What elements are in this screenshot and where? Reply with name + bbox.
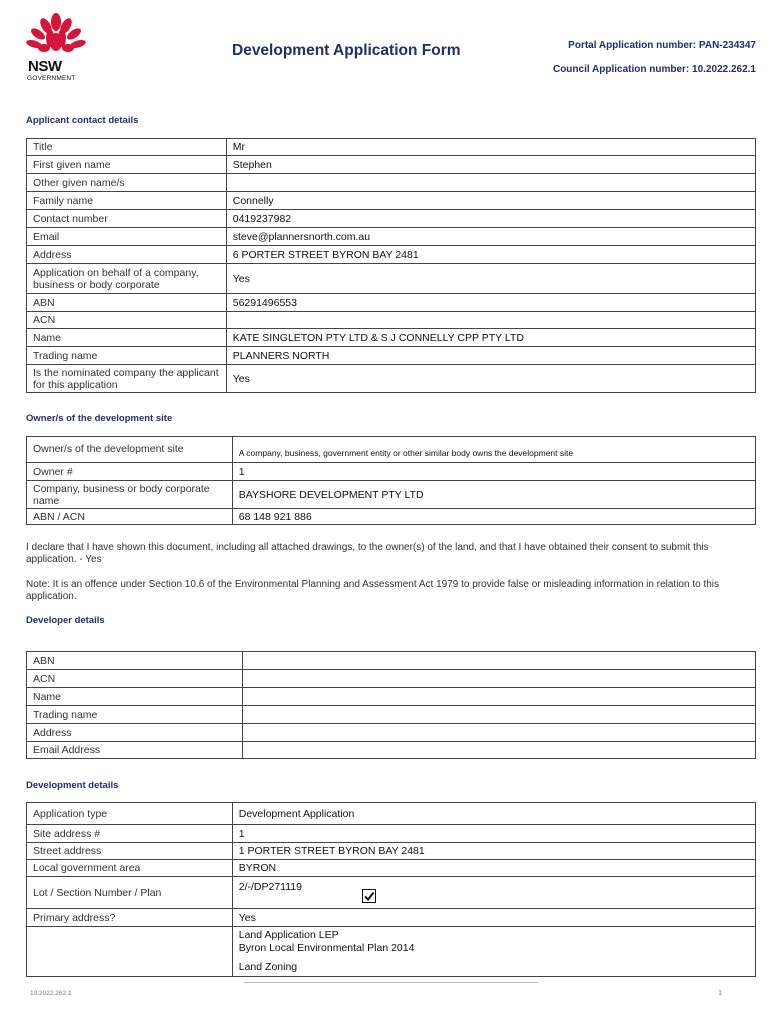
row-value [242, 670, 755, 688]
table-row [27, 294, 756, 312]
row-label: Company, business or body corporate name [27, 481, 233, 509]
row-label: Lot / Section Number / Plan [27, 877, 233, 909]
checkmark-icon [363, 890, 375, 902]
row-value [242, 724, 755, 742]
row-label: ABN [27, 652, 243, 670]
row-label: ABN [27, 294, 227, 312]
footer-application-number: 10.2022.262.1 [30, 990, 72, 997]
table-row [27, 228, 756, 246]
table-row [27, 192, 756, 210]
table-row [27, 365, 756, 393]
row-label: Title [27, 139, 227, 156]
table-row [27, 843, 756, 860]
nsw-government-logo [24, 12, 88, 84]
council-application-number: Council Application number: 10.2022.262.1 [552, 64, 756, 75]
row-label: Owner # [27, 463, 233, 481]
table-row [27, 139, 756, 156]
table-row [27, 909, 756, 927]
row-label: Local government area [27, 860, 233, 877]
row-value: BYRON [232, 860, 755, 877]
table-row [27, 347, 756, 365]
row-label: Other given name/s [27, 174, 227, 192]
lep-name: Byron Local Environmental Plan 2014 [238, 942, 415, 954]
table-row [27, 210, 756, 228]
row-value [242, 742, 755, 759]
table-row [27, 724, 756, 742]
section-title-applicant: Applicant contact details [26, 115, 139, 126]
table-row [27, 174, 756, 192]
logo-nsw-text: NSW [28, 58, 62, 75]
lot-checkbox[interactable] [362, 889, 376, 903]
row-label: Trading name [27, 706, 243, 724]
table-row [27, 652, 756, 670]
offence-note: Note: It is an offence under Section 10.6 of the Environmental Planning and Assessment Act 1979 to provide false or misleading information in relation to this application. [26, 579, 720, 602]
row-label: Application on behalf of a company, business or body corporate [27, 264, 227, 294]
row-label [27, 927, 233, 977]
row-value: Yes [232, 909, 755, 927]
owners-table [26, 436, 756, 525]
row-value: steve@plannersnorth.com.au [226, 228, 755, 246]
row-value: 1 PORTER STREET BYRON BAY 2481 [232, 843, 755, 860]
land-zoning-label: Land Zoning [238, 961, 298, 973]
row-value: Connelly [226, 192, 755, 210]
row-label: Application type [27, 803, 233, 825]
row-value [242, 652, 755, 670]
page-divider [244, 982, 538, 983]
row-label: Trading name [27, 347, 227, 365]
row-value [226, 174, 755, 192]
row-label: Email [27, 228, 227, 246]
applicant-table [26, 138, 756, 393]
row-label: Family name [27, 192, 227, 210]
row-label: Is the nominated company the applicant for this application [27, 365, 227, 393]
table-row [27, 706, 756, 724]
row-value: PLANNERS NORTH [226, 347, 755, 365]
section-title-owners: Owner/s of the development site [26, 413, 173, 424]
row-label: Address [27, 246, 227, 264]
row-value: 68 148 921 886 [232, 509, 755, 525]
lep-heading: Land Application LEP [238, 929, 339, 941]
row-value: KATE SINGLETON PTY LTD & S J CONNELLY CPP PTY LTD [226, 329, 755, 347]
developer-table [26, 651, 756, 759]
row-label: Owner/s of the development site [27, 437, 233, 463]
row-value: 1 [232, 463, 755, 481]
portal-application-number: Portal Application number: PAN-234347 [568, 40, 756, 51]
row-label: Street address [27, 843, 233, 860]
table-row [27, 670, 756, 688]
row-value: 2/-/DP271119 [232, 877, 755, 909]
row-value: 6 PORTER STREET BYRON BAY 2481 [226, 246, 755, 264]
row-value: A company, business, government entity or other similar body owns the development site [232, 437, 755, 463]
table-row [27, 264, 756, 294]
row-value [232, 927, 755, 977]
row-value [242, 706, 755, 724]
row-label: First given name [27, 156, 227, 174]
table-row [27, 825, 756, 843]
table-row [27, 246, 756, 264]
row-value: Yes [226, 365, 755, 393]
row-label: Name [27, 329, 227, 347]
table-row [27, 927, 756, 977]
section-title-developer: Developer details [26, 615, 105, 626]
row-value: 56291496553 [226, 294, 755, 312]
row-value [226, 312, 755, 329]
row-value: 0419237982 [226, 210, 755, 228]
row-value: 1 [232, 825, 755, 843]
row-label: Contact number [27, 210, 227, 228]
section-title-development: Development details [26, 780, 119, 791]
waratah-icon [24, 12, 88, 60]
row-label: Email Address [27, 742, 243, 759]
table-row [27, 742, 756, 759]
table-row [27, 312, 756, 329]
row-label: Site address # [27, 825, 233, 843]
row-label: ACN [27, 312, 227, 329]
table-row [27, 877, 756, 909]
form-title: Development Application Form [232, 42, 461, 59]
row-value: Mr [226, 139, 755, 156]
table-row [27, 437, 756, 463]
table-row [27, 688, 756, 706]
row-value: Stephen [226, 156, 755, 174]
table-row [27, 329, 756, 347]
table-row [27, 509, 756, 525]
table-row [27, 860, 756, 877]
row-label: Address [27, 724, 243, 742]
row-label: Name [27, 688, 243, 706]
table-row [27, 803, 756, 825]
row-label: ACN [27, 670, 243, 688]
logo-government-text: GOVERNMENT [27, 75, 76, 82]
development-table [26, 802, 756, 977]
row-label: Primary address? [27, 909, 233, 927]
row-value: Yes [226, 264, 755, 294]
table-row [27, 156, 756, 174]
row-label: ABN / ACN [27, 509, 233, 525]
owner-consent-declaration: I declare that I have shown this document, including all attached drawings, to the owner(s) of the land, and that I have obtained their consent to submit this application. - Yes [26, 542, 709, 565]
row-value: Development Application [232, 803, 755, 825]
table-row [27, 481, 756, 509]
table-row [27, 463, 756, 481]
row-value [242, 688, 755, 706]
row-value: BAYSHORE DEVELOPMENT PTY LTD [232, 481, 755, 509]
page-number: 1 [718, 990, 722, 997]
